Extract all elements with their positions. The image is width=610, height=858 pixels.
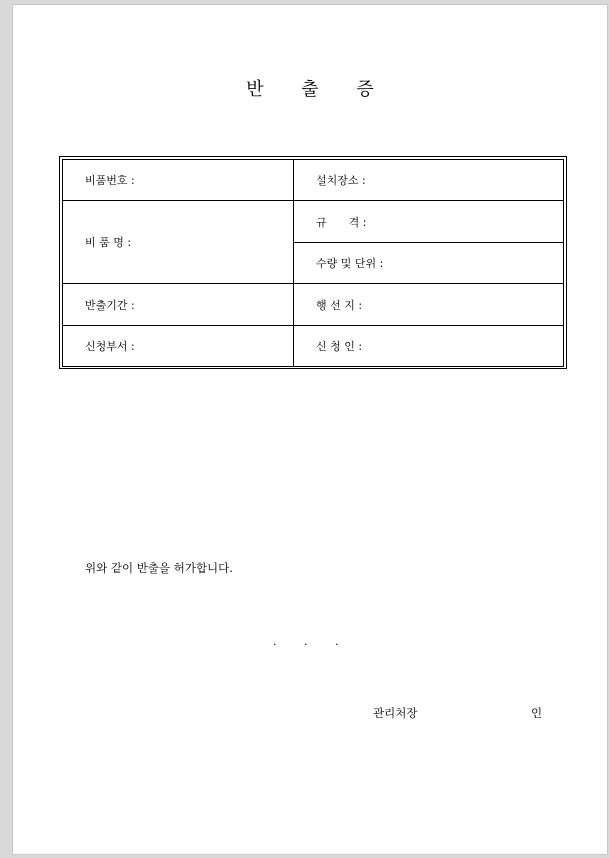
item-no-label: 비품번호 : [63, 160, 294, 201]
form-table [59, 156, 567, 369]
date-mark-day: . [335, 635, 339, 648]
applicant-label: 신 청 인 : [294, 326, 564, 367]
document-page [12, 4, 608, 855]
permission-statement: 위와 같이 반출을 허가합니다. [85, 561, 233, 575]
dept-label: 신청부서 : [63, 326, 294, 367]
date-mark-year: . [273, 635, 277, 648]
install-location-label: 설치장소 : [294, 160, 564, 201]
qty-unit-label: 수량 및 단위 : [294, 243, 564, 284]
period-label: 반출기간 : [63, 284, 294, 326]
signer-title: 관리처장 [373, 706, 418, 720]
date-mark-month: . [304, 635, 308, 648]
date-line [273, 635, 366, 648]
item-name-label: 비 품 명 : [63, 201, 294, 284]
document-title: 반 출 증 [246, 79, 390, 100]
seal-mark: 인 [531, 706, 543, 720]
destination-label: 행 선 지 : [294, 284, 564, 326]
spec-label: 규 격 : [294, 201, 564, 243]
